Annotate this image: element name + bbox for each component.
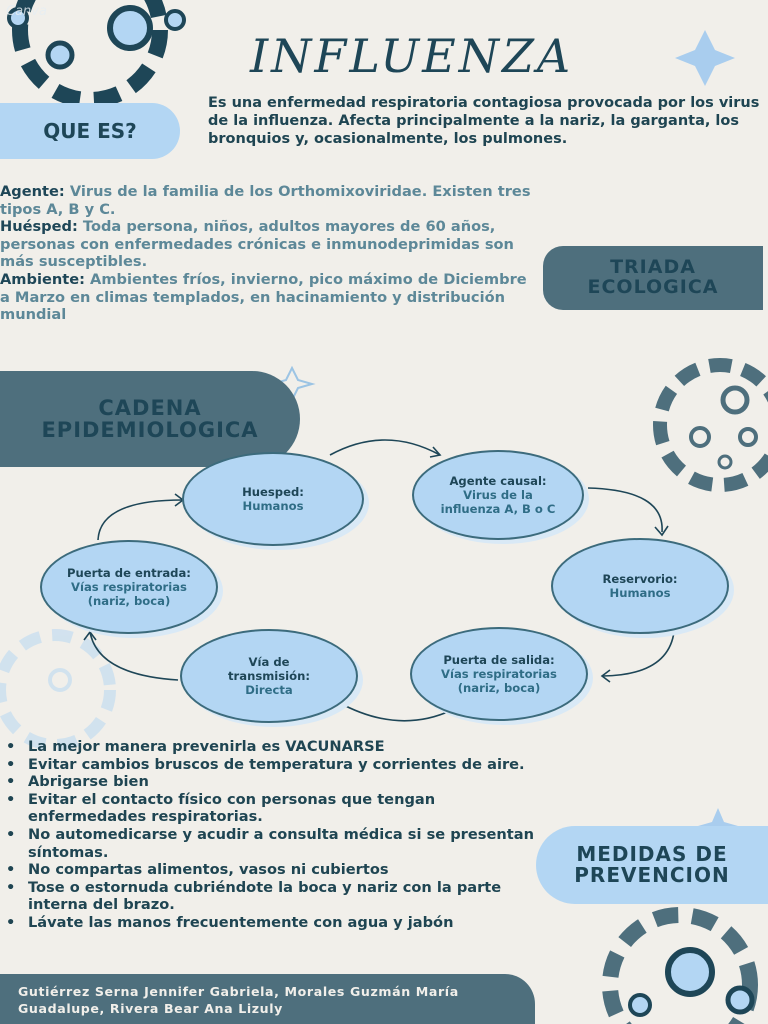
arrow-entrada-to-huesped — [98, 500, 182, 540]
virus-icon-bottom-right — [610, 915, 752, 1024]
watermark: Canva — [6, 4, 47, 19]
list-item: • Abrigarse bien — [4, 773, 544, 791]
arrow-huesped-to-agente — [330, 440, 440, 455]
list-item: • La mejor manera prevenirla es VACUNARSE — [4, 738, 544, 756]
node-value: Humanos — [242, 499, 304, 513]
cadena-label-text: CADENA EPIDEMIOLOGICA — [41, 395, 259, 442]
virus-icon-left-faint — [0, 635, 110, 745]
node-value: Vías respiratorias (nariz, boca) — [441, 667, 557, 695]
authors-footer — [0, 974, 535, 1024]
virus-icon-right — [660, 365, 768, 485]
cycle-node-reservorio — [551, 538, 729, 634]
page-title: INFLUENZA — [250, 29, 574, 83]
list-item: • Lávate las manos frecuentemente con agua y jabón — [4, 914, 544, 932]
node-value: Virus de la influenza A, B o C — [440, 488, 556, 516]
arrow-reservorio-to-salida — [603, 632, 674, 676]
agente-text: Virus de la familia de los Orthomixoviridae. Existen tres tipos A, B y C. — [0, 183, 531, 218]
agente-label: Agente: — [0, 183, 65, 200]
node-title: Puerta de entrada: — [67, 566, 191, 580]
cycle-node-agente-causal — [412, 450, 584, 540]
authors-text: Gutiérrez Serna Jennifer Gabriela, Morales Guzmán María Guadalupe, Rivera Bear Ana Lizuly — [18, 984, 459, 1016]
cycle-node-puerta-entrada — [40, 540, 218, 634]
que-es-label: QUE ES? — [0, 103, 180, 159]
cycle-node-puerta-salida — [410, 627, 588, 721]
node-title: Puerta de salida: — [443, 653, 555, 667]
triada-label-text: TRIADA ECOLOGICA — [587, 256, 719, 298]
node-title: Agente causal: — [449, 474, 547, 488]
triada-description — [0, 183, 540, 324]
huesped-text: Toda persona, niños, adultos mayores de 60 años, personas con enfermedades crónicas e inmunodeprimidas son más susceptibles. — [0, 218, 514, 271]
node-value: Directa — [245, 683, 293, 697]
arrow-agente-to-reservorio — [588, 488, 662, 532]
prevention-list — [4, 738, 544, 932]
ambiente-label: Ambiente: — [0, 270, 85, 288]
node-title: Vía de transmisión: — [227, 655, 311, 683]
node-title: Reservorio: — [602, 572, 678, 586]
que-es-text: Es una enfermedad respiratoria contagiosa provocada por los virus de la influenza. Afecta principalmente a la nariz, la garganta, los bronquios y, ocasionalmente, los pulmones. — [208, 95, 760, 147]
list-item: • No automedicarse y acudir a consulta médica si se presentan síntomas. — [4, 826, 544, 861]
list-item: • No compartas alimentos, vasos ni cubiertos — [4, 861, 544, 879]
node-title: Huesped: — [242, 485, 304, 499]
node-value: Vías respiratorias (nariz, boca) — [71, 580, 187, 608]
triada-label — [543, 246, 763, 310]
medidas-label-text: MEDIDAS DE PREVENCION — [574, 842, 730, 887]
medidas-label — [536, 826, 768, 904]
cycle-node-via-transmision — [180, 629, 358, 723]
node-value: Humanos — [609, 586, 671, 600]
huesped-label: Huésped: — [0, 218, 78, 236]
ambiente-text: Ambientes fríos, invierno, pico máximo de Diciembre a Marzo en climas templados, en hacinamiento y distribución mundial — [0, 270, 527, 324]
list-item: • Tose o estornuda cubriéndote la boca y nariz con la parte interna del brazo. — [4, 879, 544, 914]
list-item: • Evitar el contacto físico con personas que tengan enfermedades respiratorias. — [4, 791, 544, 826]
cycle-node-huesped — [182, 452, 364, 546]
sparkle-icon-top-right — [675, 30, 735, 86]
list-item: • Evitar cambios bruscos de temperatura y corrientes de aire. — [4, 756, 544, 774]
